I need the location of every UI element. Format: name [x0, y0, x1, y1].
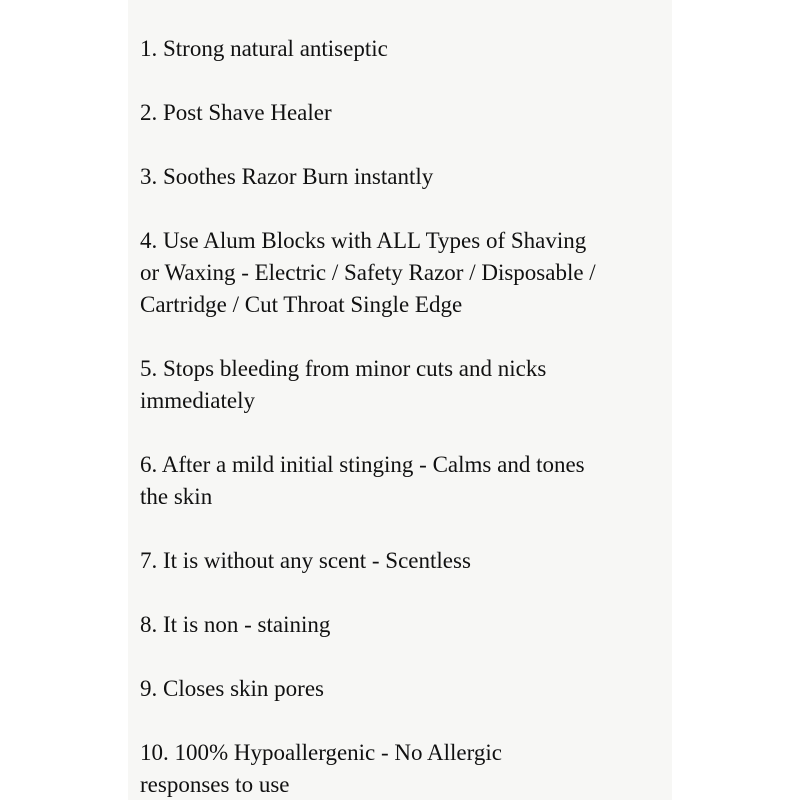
list-item: 3. Soothes Razor Burn instantly: [140, 164, 434, 189]
list-item: 6. After a mild initial stinging - Calms and tones the skin: [140, 452, 585, 509]
list-item: 1. Strong natural antiseptic: [140, 36, 388, 61]
list-item: 4. Use Alum Blocks with ALL Types of Shaving or Waxing - Electric / Safety Razor / Disposable / Cartridge / Cut Throat Single Edge: [140, 228, 596, 317]
list-item: 7. It is without any scent - Scentless: [140, 548, 471, 573]
list-item: 8. It is non - staining: [140, 612, 331, 637]
list-item: 10. 100% Hypoallergenic - No Allergic responses to use: [140, 740, 502, 797]
list-item: 9. Closes skin pores: [140, 676, 324, 701]
list-item: 5. Stops bleeding from minor cuts and nicks immediately: [140, 356, 547, 413]
list-item: 2. Post Shave Healer: [140, 100, 332, 125]
feature-list: [140, 33, 670, 800]
content-panel: [128, 0, 672, 800]
